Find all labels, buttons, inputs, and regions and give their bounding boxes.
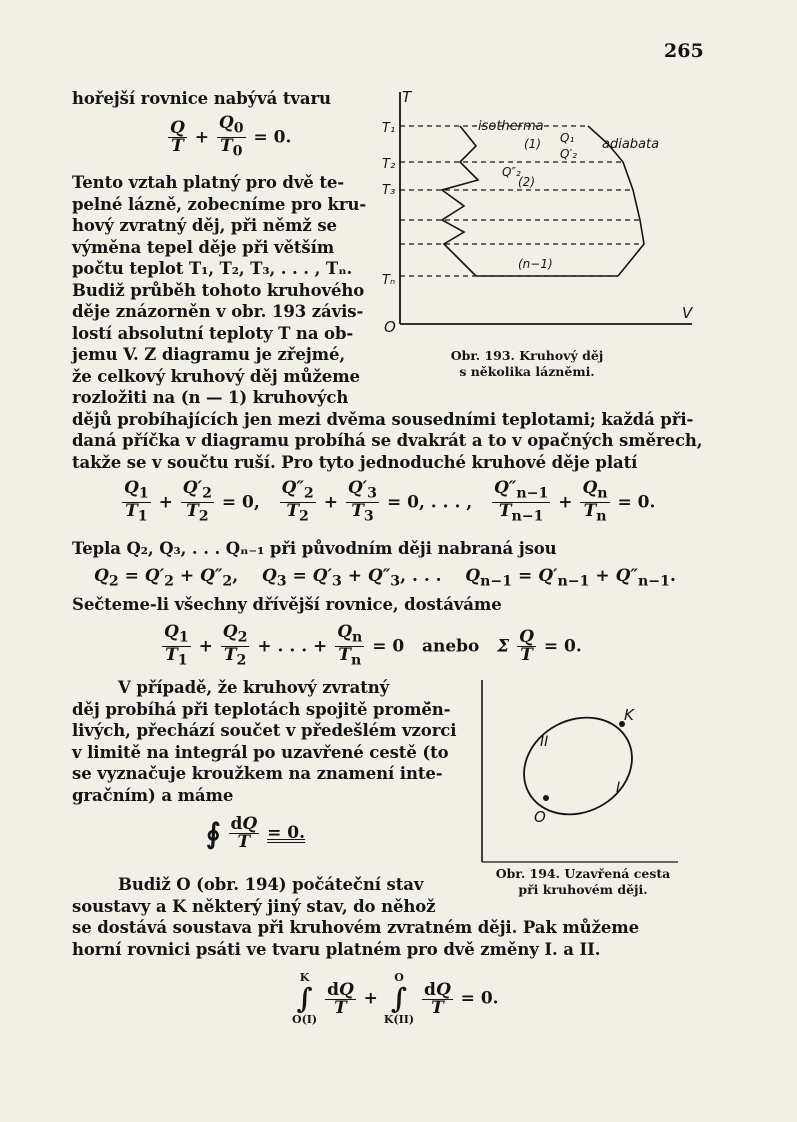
caption-line: s několika lázněmi. xyxy=(459,364,595,379)
text-line: hový zvratný děj, při němž se xyxy=(72,216,337,235)
figure-194-caption xyxy=(468,866,698,898)
text-line: gračním) a máme xyxy=(72,785,234,805)
text-line: děje znázorněn v obr. 193 závis- xyxy=(72,302,364,321)
text-line: jemu V. Z diagramu je zřejmé, xyxy=(72,345,346,364)
cycle-1-label: (1) xyxy=(524,137,541,151)
equation-6: K ∫ O(I) $\frac{dQ}{T}$ + O ∫ K(II) $\frac{dQ}{T}$ = 0. xyxy=(292,971,499,1026)
text-line: soustavy a K některý jiný stav, do něhož xyxy=(72,896,436,916)
tn-label: Tₙ xyxy=(382,273,396,288)
equation-3: $Q_2 = Q'_2 + Q''_2$, $Q_3 = Q'_3 + Q''_3$, . . . $Q_{n-1} = Q'_{n-1} + Q''_{n-1}$. xyxy=(94,566,676,590)
text-line: počtu teplot T₁, T₂, T₃, . . . , Tₙ. xyxy=(72,259,353,278)
text-line: daná příčka v diagramu probíhá se dvakrát a to v opačných směrech, xyxy=(72,431,703,450)
text-line: že celkový kruhový děj můžeme xyxy=(72,366,360,386)
text-line: Tento vztah platný pro dvě te- xyxy=(72,173,345,192)
text-line: se dostává soustava při kruhovém zvratném ději. Pak můžeme xyxy=(72,918,640,937)
figure-193-diagram xyxy=(378,86,698,344)
text-line: pelné lázně, zobecníme pro kru- xyxy=(72,194,367,214)
q2-double-prime-label: Q″₂ xyxy=(502,165,521,179)
text-line: v limitě na integrál po uzavřené cestě (to xyxy=(72,742,449,762)
isotherma-label: isotherma xyxy=(478,119,544,134)
t2-label: T₂ xyxy=(382,157,396,172)
origin-label: O xyxy=(384,318,396,336)
text-line: Tepla Q₂, Q₃, . . . Qₙ₋₁ při původním ději nabraná jsou xyxy=(72,539,557,558)
page-number: 265 xyxy=(664,40,704,62)
t1-label: T₁ xyxy=(382,121,396,136)
text-line xyxy=(118,677,389,699)
text-line: výměna tepel děje při větším xyxy=(72,237,335,257)
ii-label: II xyxy=(540,734,549,750)
text-line: se vyznačuje kroužkem na znamení inte- xyxy=(72,764,443,783)
caption-line: Obr. 194. Uzavřená cesta xyxy=(495,866,671,881)
q2-prime-label: Q′₂ xyxy=(560,147,577,161)
equation-4: $\frac{Q_1}{T_1}$ + $\frac{Q_2}{T_2}$ + . . . + $\frac{Q_n}{T_n}$ = 0 anebo Σ $\frac{Q}{T}$ = 0. xyxy=(164,622,582,669)
text-line: rozložiti na (n — 1) kruhových xyxy=(72,388,349,407)
axis-t-label: T xyxy=(402,88,412,106)
equation-2: $\frac{Q_1}{T_1}$ + $\frac{Q'_2}{T_2}$ = 0, $\frac{Q''_2}{T_2}$ + $\frac{Q'_3}{T_3}$ = 0, . . . , $\frac{Q''_{n-1}}{T_{n-1}}$ + $\frac{Q_n}{T_n}$ = 0. xyxy=(124,478,656,525)
text-line: děj probíhá při teplotách spojitě promě̆n- xyxy=(72,699,451,719)
equation-1: $\frac{Q}{T}$ + $\frac{Q_0}{T_0}$ = 0. xyxy=(170,113,292,160)
caption-line: Obr. 193. Kruhový děj xyxy=(450,348,604,363)
figure-194-diagram xyxy=(480,676,680,864)
text-line: livých, přechází součet v předešlém vzorci xyxy=(72,721,457,740)
text-span: V případě, že kruhový zvratný xyxy=(118,678,390,697)
t3-label: T₃ xyxy=(382,183,396,198)
text-line: dějů probíhajících jen mezi dvěma sousedními teplotami; každá při- xyxy=(72,409,694,429)
text-line: Budiž O (obr. 194) počáteční stav xyxy=(118,875,424,894)
cycle-n-label: (n−1) xyxy=(518,257,553,271)
cycle-2-label: (2) xyxy=(518,175,535,189)
figure-193-caption xyxy=(412,348,642,380)
text-line: Sečteme-li všechny dřívější rovnice, dostáváme xyxy=(72,595,502,614)
equation-5: ∮ $\frac{dQ}{T}$ = 0. xyxy=(206,814,306,852)
q1-label: Q₁ xyxy=(560,131,575,145)
i-label: I xyxy=(616,780,621,796)
text-line: Budiž průběh tohoto kruhového xyxy=(72,280,365,300)
o-label: O xyxy=(534,808,546,826)
caption-line: při kruhovém ději. xyxy=(518,882,648,897)
text-line: takže se v součtu ruší. Pro tyto jednoduché kruhové děje platí xyxy=(72,452,638,472)
adiabata-label: adiabata xyxy=(602,137,660,152)
text-line: horní rovnici psáti ve tvaru platném pro dvě změny I. a II. xyxy=(72,939,601,959)
text-line: hořejší rovnice nabývá tvaru xyxy=(72,89,331,108)
point-o xyxy=(543,795,549,801)
text-line: lostí absolutní teploty T na ob- xyxy=(72,323,354,343)
k-label: K xyxy=(624,706,634,724)
axis-v-label: V xyxy=(682,304,693,322)
